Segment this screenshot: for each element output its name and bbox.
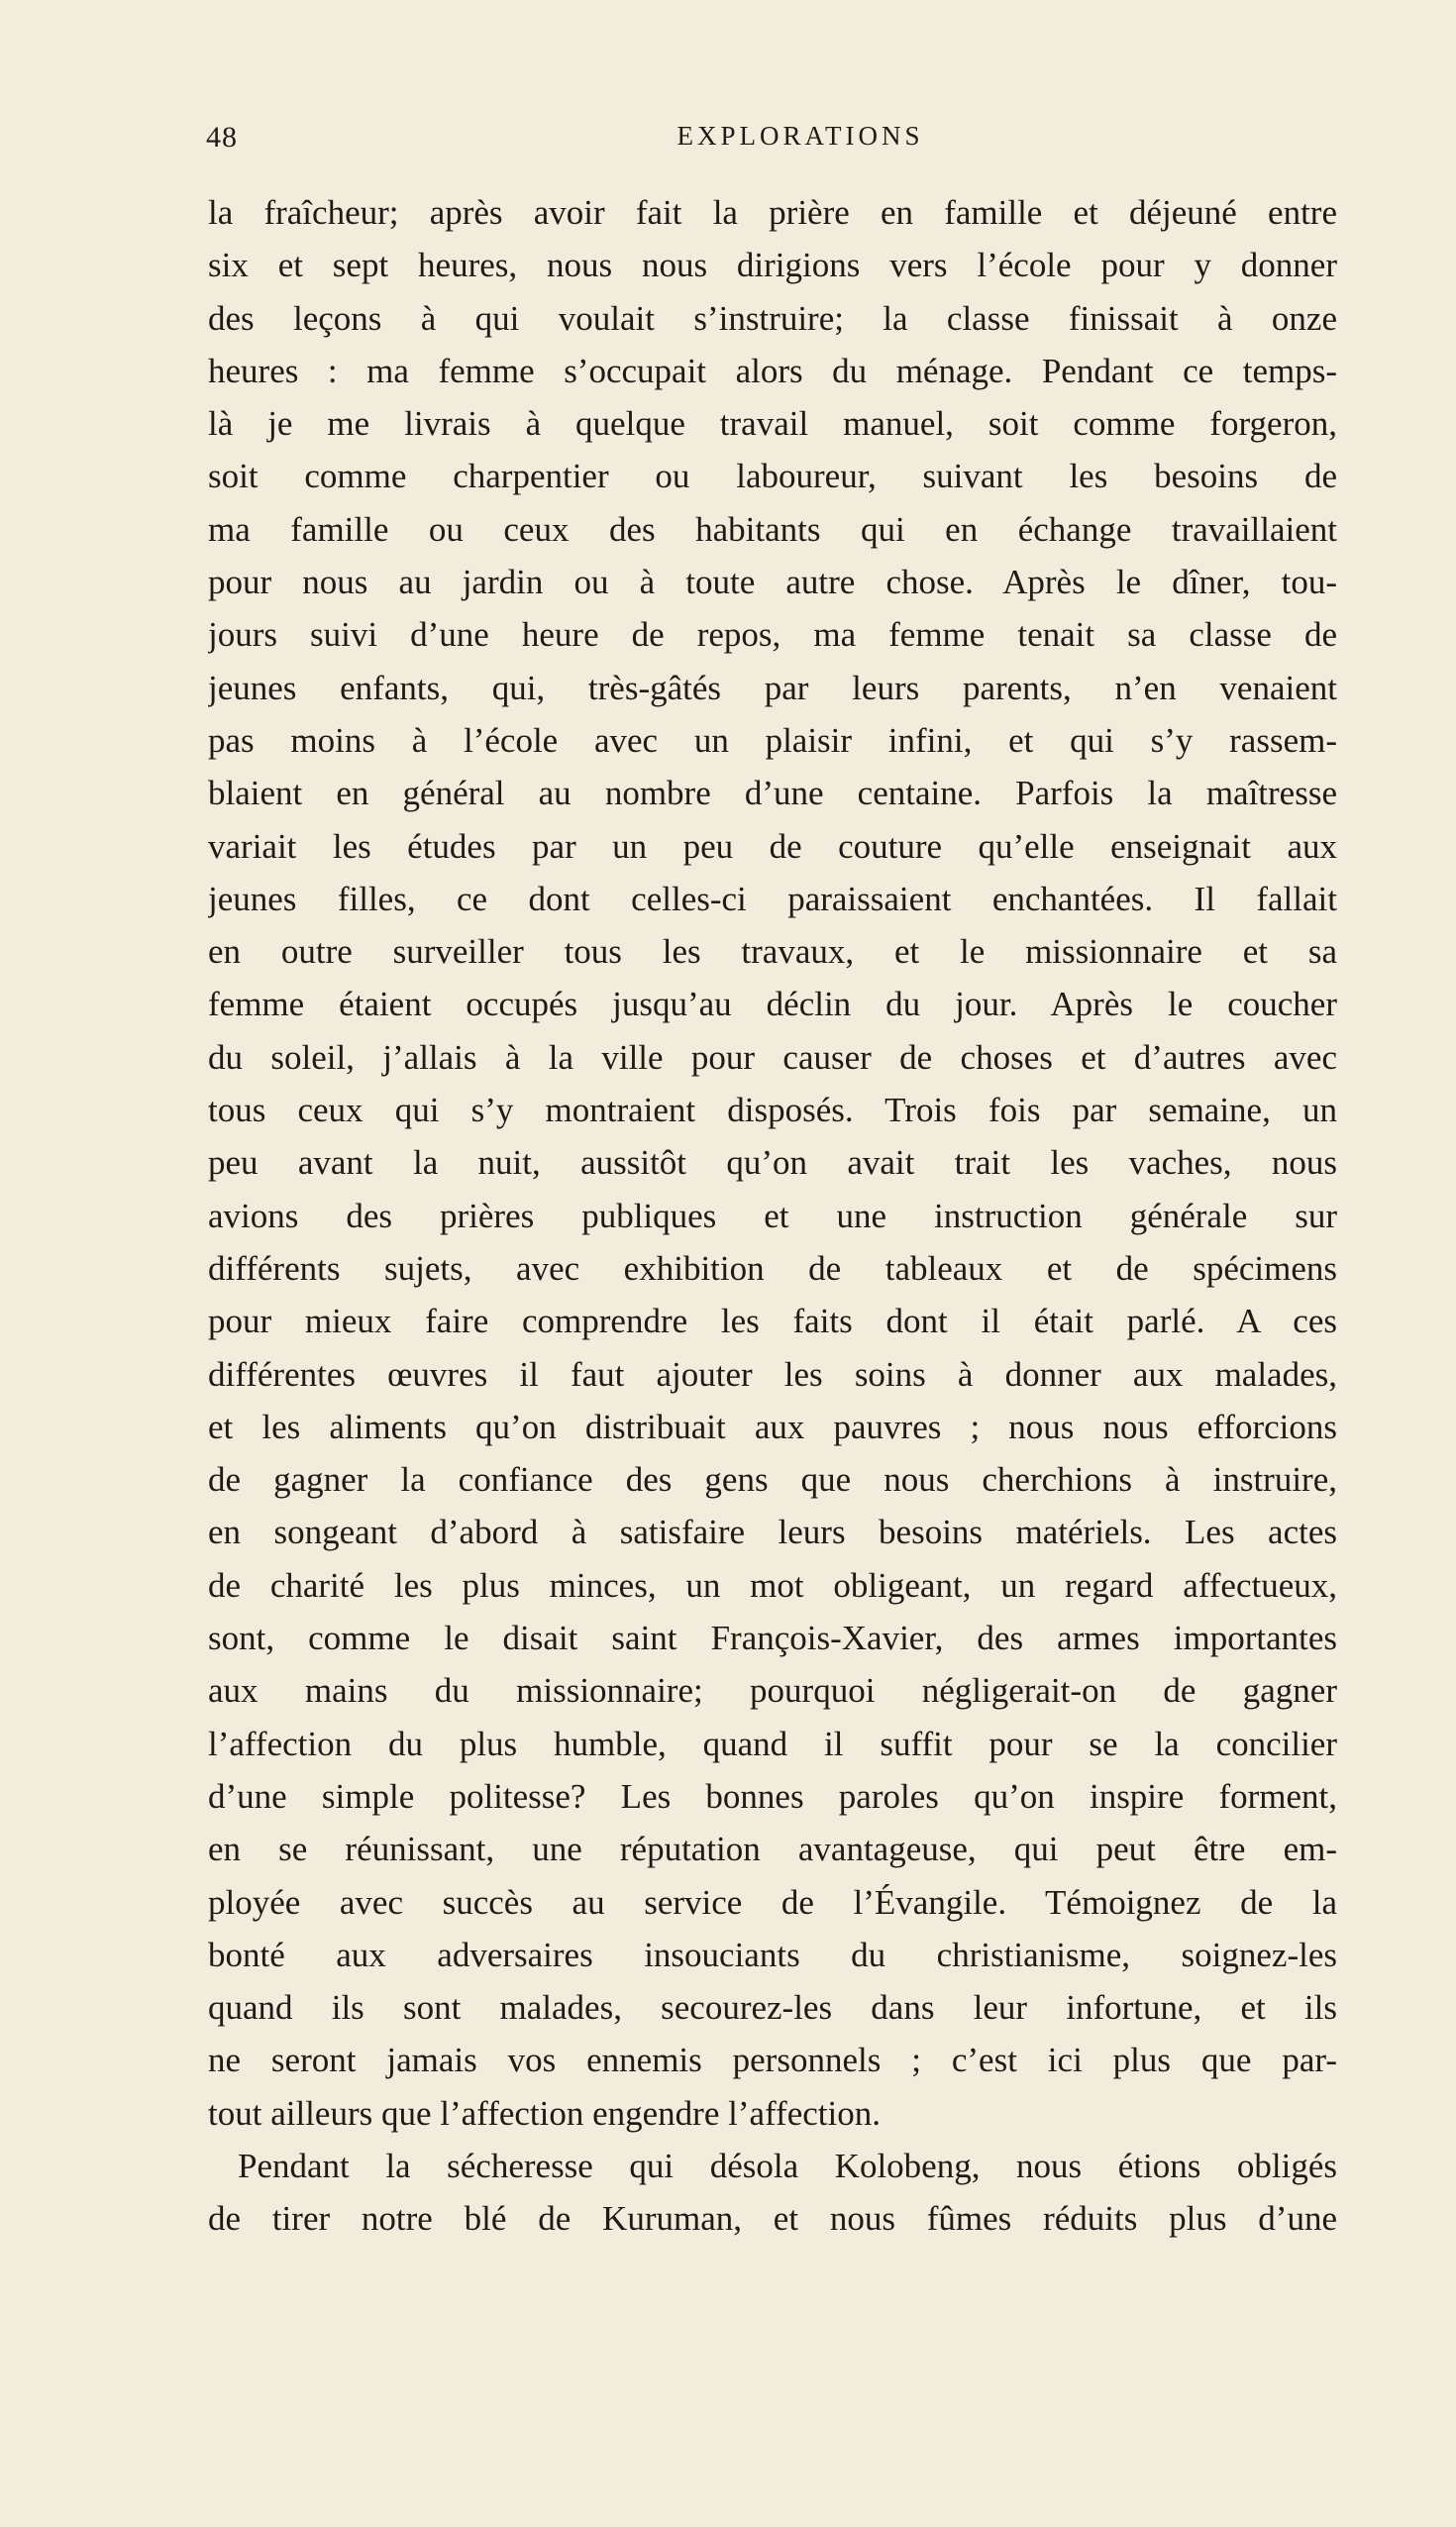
text-line: jeunes enfants, qui, très-gâtés par leurs parents, n’en venaient	[208, 668, 1337, 707]
text-line: variait les études par un peu de couture qu’elle enseignait aux	[208, 826, 1337, 866]
text-line: pour nous au jardin ou à toute autre chose. Après le dîner, tou-	[208, 563, 1337, 602]
text-line: Pendant la sécheresse qui désola Kolobeng, nous étions obligés	[238, 2146, 1337, 2185]
text-line: d’une simple politesse? Les bonnes paroles qu’on inspire forment,	[208, 1776, 1337, 1816]
text-line: soit comme charpentier ou laboureur, suivant les besoins de	[208, 457, 1337, 496]
body-text	[208, 186, 1337, 2246]
text-line: ne seront jamais vos ennemis personnels ; c’est ici plus que par-	[208, 2041, 1337, 2080]
text-line: différentes œuvres il faut ajouter les soins à donner aux malades,	[208, 1354, 1337, 1394]
text-line: de charité les plus minces, un mot obligeant, un regard affectueux,	[208, 1565, 1337, 1605]
running-head	[206, 121, 1335, 160]
text-line: de gagner la confiance des gens que nous cherchions à instruire,	[208, 1460, 1337, 1500]
text-line: ma famille ou ceux des habitants qui en échange travaillaient	[208, 509, 1337, 549]
text-line: différents sujets, avec exhibition de tableaux et de spécimens	[208, 1248, 1337, 1288]
text-line: avions des prières publiques et une instruction générale sur	[208, 1196, 1337, 1235]
paragraph	[208, 186, 1337, 2140]
text-line: de tirer notre blé de Kuruman, et nous fûmes réduits plus d’une	[208, 2199, 1337, 2239]
text-line: peu avant la nuit, aussitôt qu’on avait trait les vaches, nous	[208, 1143, 1337, 1183]
text-line: là je me livrais à quelque travail manuel, soit comme forgeron,	[208, 404, 1337, 444]
text-line: du soleil, j’allais à la ville pour causer de choses et d’autres avec	[208, 1037, 1337, 1077]
text-line: ployée avec succès au service de l’Évangile. Témoignez de la	[208, 1882, 1337, 1922]
text-line: et les aliments qu’on distribuait aux pauvres ; nous nous efforcions	[208, 1407, 1337, 1446]
text-line: en se réunissant, une réputation avantageuse, qui peut être em-	[208, 1830, 1337, 1869]
text-line: en songeant d’abord à satisfaire leurs besoins matériels. Les actes	[208, 1513, 1337, 1552]
text-line: la fraîcheur; après avoir fait la prière en famille et déjeuné entre	[208, 193, 1337, 232]
text-line: sont, comme le disait saint François-Xavier, des armes importantes	[208, 1619, 1337, 1658]
text-line: bonté aux adversaires insouciants du christianisme, soignez-les	[208, 1935, 1337, 1974]
text-line: quand ils sont malades, secourez-les dans leur infortune, et ils	[208, 1988, 1337, 2028]
text-line: en outre surveiller tous les travaux, et le missionnaire et sa	[208, 932, 1337, 972]
text-line: aux mains du missionnaire; pourquoi négligerait-on de gagner	[208, 1671, 1337, 1711]
text-line: femme étaient occupés jusqu’au déclin du jour. Après le coucher	[208, 985, 1337, 1024]
text-line: blaient en général au nombre d’une centaine. Parfois la maîtresse	[208, 774, 1337, 813]
running-title: EXPLORATIONS	[676, 121, 924, 151]
page-number: 48	[206, 121, 238, 154]
text-line: l’affection du plus humble, quand il suffit pour se la concilier	[208, 1724, 1337, 1763]
paragraph	[208, 2140, 1337, 2246]
text-line: pour mieux faire comprendre les faits dont il était parlé. A ces	[208, 1302, 1337, 1341]
text-line: tout ailleurs que l’affection engendre l’affection.	[208, 2093, 881, 2133]
text-line: des leçons à qui voulait s’instruire; la classe finissait à onze	[208, 298, 1337, 338]
text-line: jeunes filles, ce dont celles-ci paraissaient enchantées. Il fallait	[208, 879, 1337, 918]
text-line: pas moins à l’école avec un plaisir infini, et qui s’y rassem-	[208, 720, 1337, 760]
text-line: six et sept heures, nous nous dirigions vers l’école pour y donner	[208, 246, 1337, 285]
text-line: jours suivi d’une heure de repos, ma femme tenait sa classe de	[208, 615, 1337, 655]
text-line: heures : ma femme s’occupait alors du ménage. Pendant ce temps-	[208, 351, 1337, 390]
text-line: tous ceux qui s’y montraient disposés. Trois fois par semaine, un	[208, 1091, 1337, 1130]
